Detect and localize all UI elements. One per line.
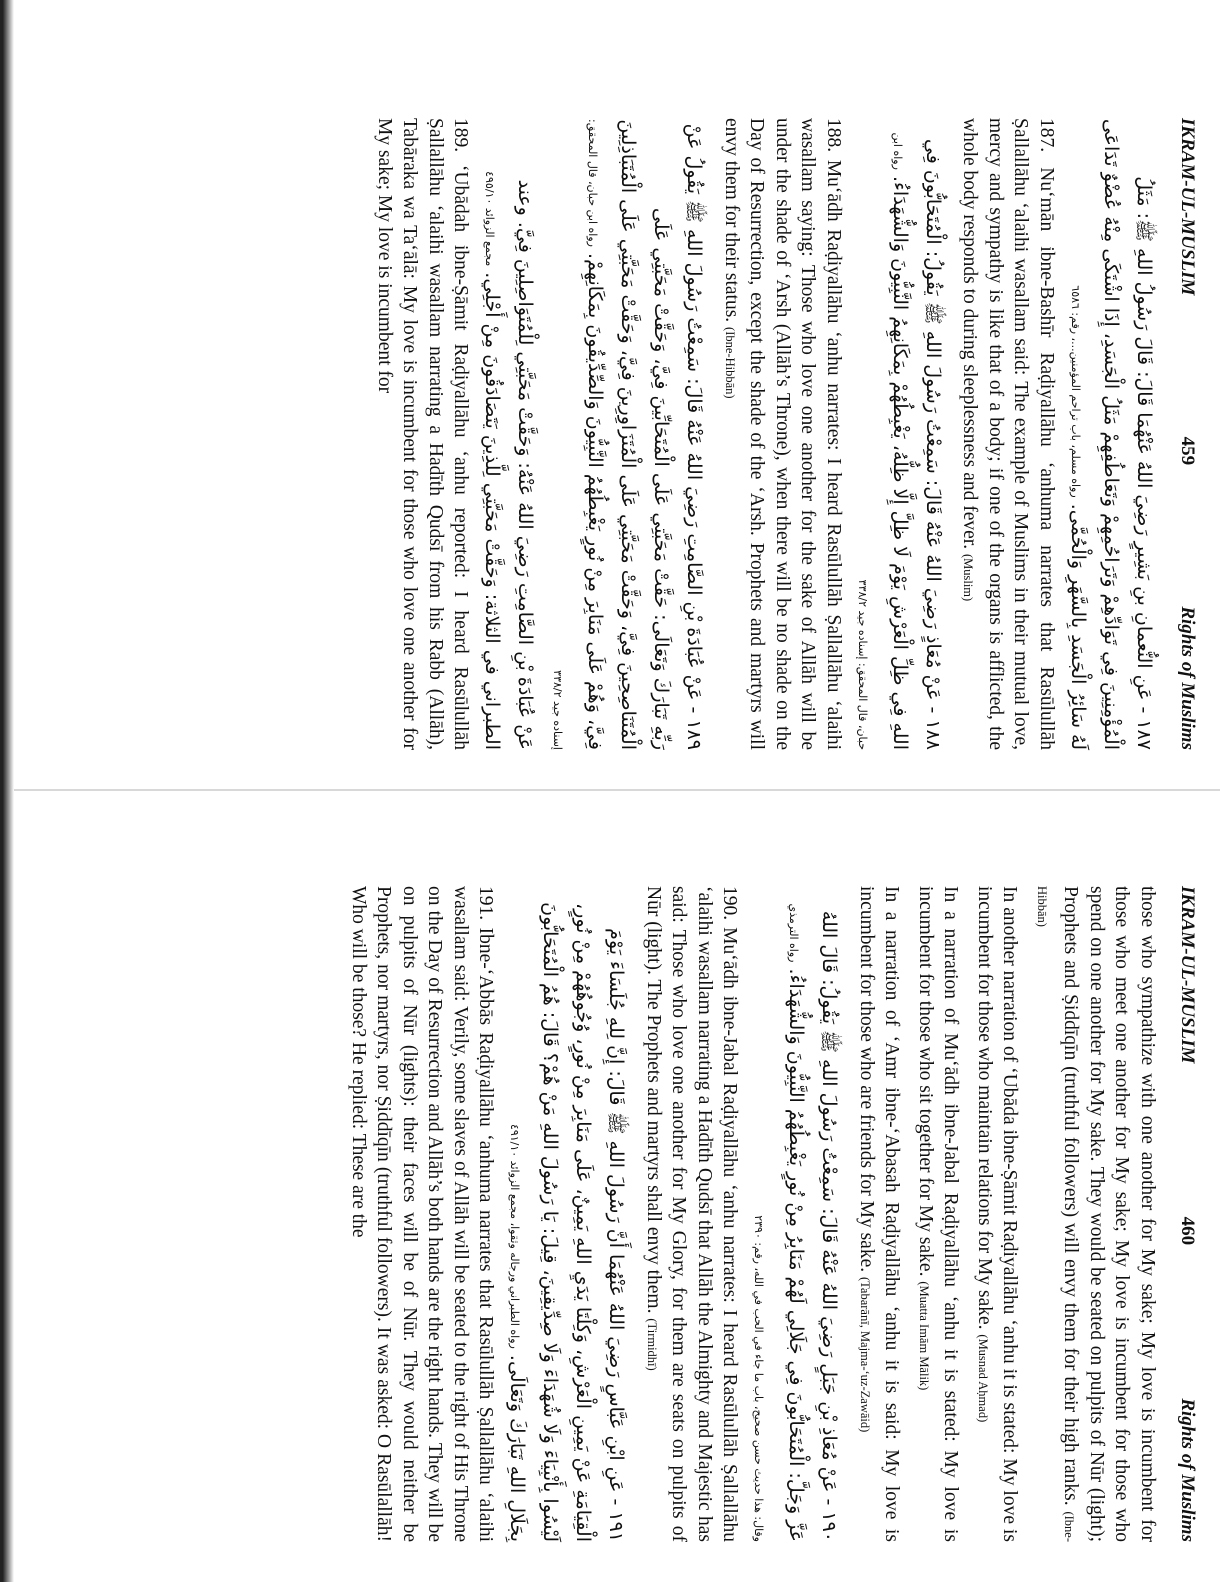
english-translation: 190. Mu‘ādh ibne-Jabal Raḍiyallāhu ‘anhu narrates: I heard Rasūlullāh Ṣallallāhu ‘alaihi wasallam narrating a Hadīth Qudsī that Allāh the Almighty and Majestic has said: Those who love one another for My Glory, for them are seats on pulpits of Nūr (light). The Prophets and martyrs shall envy them. (Tirmidhī)	[643, 886, 741, 1542]
arabic-text: ١٩١ - عَنِ ابْنِ عَبَّاسٍ رَضِيَ اللهُ عَنْهُمَا أَنَّ رَسُولَ اللهِ ﷺ قَالَ: إِنَّ لِلهِ جُلَسَاءَ يَوْمَ الْقِيَامَةِ عَنْ يَمِينِ الْعَرْشِ، وَكِلْتَا يَدَيِ اللهِ يَمِينٌ، عَلَى مَنَابِرَ مِنْ نُورٍ، وُجُوهُهُمْ مِنْ نُورٍ، لَيْسُوا بِأَنْبِيَاءَ وَلَا شُهَدَاءَ وَلَا صِدِّيقِينَ، قِيلَ: يَا رَسُولَ اللهِ مَنْ هُمْ؟ قَالَ: هُمُ الْمُتَحَابُّونَ بِجَلَالِ اللهِ تَبَارَكَ وَتَعَالَى. رواه الطبراني ورجاله وثقوا، مجمع الزوائد ٤٩١/١٠	[506, 902, 628, 1542]
arabic-text: ١٨٩ - عَنْ عُبَادَةَ بْنِ الصَّامِتِ رَضِيَ اللهُ عَنْهُ قَالَ: سَمِعْتُ رَسُولَ اللهِ ﷺ يَقُولُ عَنْ رَبِّهِ تَبَارَكَ وَتَعَالَى: حَقَّتْ مَحَبَّتِي عَلَى الْمُتَحَابِّينَ فِيَّ، وَحَقَّتْ مَحَبَّتِي عَلَى الْمُتَنَاصِحِينَ فِيَّ، وَحَقَّتْ مَحَبَّتِي عَلَى الْمُتَزَاوِرِينَ فِيَّ، وَحَقَّتْ مَحَبَّتِي عَلَى الْمُتَبَاذِلِينَ فِيَّ، وَهُمْ عَلَى مَنَابِرَ مِنْ نُورٍ يَغْبِطُهُمُ النَّبِيُّونَ وَالصِّدِّيقُونَ بِمَكَانِهِمْ. رواه ابن حبان، قال المحقق: إسناده جيد ٣٣٨/٢	[551, 119, 706, 750]
arabic-reference: رواه ابن حبان، قال المحقق: إسناده جيد ٣٣٨/٢	[856, 132, 904, 750]
page-459	[0, 0, 1220, 790]
arabic-text: ١٨٨ - عَنْ مُعَاذٍ رَضِيَ اللهُ عَنْهُ قَالَ: سَمِعْتُ رَسُولَ اللهِ ﷺ يَقُولُ: الْمُتَحَابُّونَ فِي اللهِ فِي ظِلِّ الْعَرْشِ يَوْمَ لَا ظِلَّ إِلَّا ظِلُّهُ، يَغْبِطُهُمْ بِمَكَانِهِمُ النَّبِيُّونَ وَالشُّهَدَاءُ. رواه ابن حبان، قال المحقق: إسناده جيد ٣٣٨/٢	[856, 132, 944, 750]
english-translation: 188. Mu‘ādh Raḍiyallāhu ‘anhu narrates: I heard Rasūlullāh Ṣallallāhu ‘alaihi wasallam saying: Those who love one another for the sake of Allāh will be under the shade of ‘Arsh (Allāh’s Throne), when there will be no shade on the Day of Resurrection, except the shade of the ‘Arsh. Prophets and martyrs will envy them for their status. (Ibne-Hibbān)	[721, 118, 844, 750]
source-citation: (Ibne-Hibbān)	[723, 327, 737, 399]
source-citation: (Tabarānī, Majma-‘uz-Zawāid)	[858, 1276, 872, 1433]
book-title: IKRAM-UL-MUSLIM	[1177, 118, 1198, 296]
arabic-reference: رواه مسلم، باب تراحم المؤمنين...، رقم: ٦٥٨٦	[1069, 285, 1082, 498]
source-citation: (Ibne-Hibbān)	[1035, 886, 1077, 1543]
arabic-reference: رواه الترمذي وقال: هذا حديث حسن صحيح، باب ما جاء في الحب في الله، رقم: ٢٣٩٠	[752, 903, 801, 1542]
page-number: 460	[1177, 1216, 1198, 1246]
arabic-reference: رواه ابن حبان، قال المحقق: إسناده جيد ٣٣٨/٢	[551, 119, 600, 750]
scan-edge	[0, 0, 14, 1582]
hadith-190	[639, 886, 846, 1542]
source-citation: (Muslim)	[961, 553, 976, 602]
page-header	[1176, 118, 1198, 750]
narration-amr: In a narration of ‘Amr ibne-‘Abasah Raḍiyallāhu ‘anhu it is said: My love is incumbent for those who are friends for My sake. (Tabarānī, Majma-‘uz-Zawāid)	[856, 886, 903, 1542]
narration-muadh: In a narration of Mu‘ādh ibne-Jabal Raḍiyallāhu ‘anhu it is stated: My love is incumbent for those who sit together for My sake. (Muatta Imām Mālik)	[915, 886, 962, 1542]
english-translation: 191. Ibne-‘Abbās Raḍiyallāhu ‘anhuma narrates that Rasūlullāh Ṣallallāhu ‘alaihi wasallam said: Verily, some slaves of Allāh will be seated to the right of His Throne on the Day of Resurrection and Allāh’s both hands are the right hands. They will be on pulpits of Nūr (lights): their faces will be of Nūr. They would neither be Prophets, nor martyrs, nor Ṣiddīqīn (truthful followers). It was asked: O Rasūlallāh! Who will be those? He replied: These are the	[348, 886, 497, 1542]
english-translation: 189. ‘Ubādah ibne-Ṣāmit Raḍiyallāhu ‘anhu reported: I heard Rasūlullāh Ṣallallāhu ‘alaihi wasallam narrating a Hadīth Qudsī from his Rabb (Allāh), Tabāraka wa Ta‘ālā: My love is incumbent for those who love one another for My sake; My love is incumbent for	[374, 118, 472, 750]
arabic-text: ١٩٠ - عَنْ مُعَاذِ بْنِ جَبَلٍ رَضِيَ اللهُ عَنْهُ قَالَ: سَمِعْتُ رَسُولَ اللهِ ﷺ يَقُولُ: قَالَ اللهُ عَزَّ وَجَلَّ: الْمُتَحَابُّونَ فِي جَلَالِي لَهُمْ مَنَابِرُ مِنْ نُورٍ يَغْبِطُهُمُ النَّبِيُّونَ وَالشُّهَدَاءُ. رواه الترمذي وقال: هذا حديث حسن صحيح، باب ما جاء في الحب في الله، رقم: ٢٣٩٠	[752, 903, 841, 1542]
hadith-188	[717, 118, 950, 750]
english-translation: 187. Nu‘mān ibne-Bashīr Raḍiyallāhu ‘anhuma narrates that Rasūlullāh Ṣallallāhu ‘alaihi wasallam said: The example of Muslims in their mutual love, mercy and sympathy is like that of a body; if one of the organs is afflicted, the whole body responds to during sleeplessness and fever. (Muslim)	[959, 118, 1057, 750]
chapter-title: Rights of Muslims	[1177, 606, 1198, 750]
arabic-text-additional: عَنْ عُبَادَةَ بْنِ الصَّامِتِ رَضِيَ اللهُ عَنْهُ: وَحَقَّتْ مَحَبَّتِي لِلْمُتَوَاصِلِينَ فِيَّ. وعند الطبراني في الثلاثة: وَحَقَّتْ مَحَبَّتِي لِلَّذِينَ يَتَصَادَقُونَ مِنْ أَجْلِي. مجمع الزوائد ٤٩٥/١٠	[481, 171, 537, 750]
hadith-189	[372, 118, 711, 750]
chapter-title: Rights of Muslims	[1177, 1398, 1198, 1542]
page-number: 459	[1177, 436, 1198, 466]
arabic-text: ١٨٧ - عَنِ النُّعمانِ بنِ بَشِيرٍ رَضِيَ اللهُ عَنْهُمَا قَالَ: قَالَ رَسُولُ اللهِ ﷺ: مَثَلُ الْمُؤْمِنِينَ فِي تَوَادِّهِمْ وَتَرَاحُمِهِمْ وَتَعَاطُفِهِمْ مَثَلُ الْجَسَدِ، إِذَا اشْتَكَى مِنْهُ عُضْوٌ تَدَاعَى لَهُ سَائِرُ الْجَسَدِ بِالسَّهَرِ وَالْحُمَّى. رواه مسلم، باب تراحم المؤمنين...، رقم: ٦٥٨٦	[1067, 118, 1155, 750]
arabic-reference: مجمع الزوائد ٤٩٥/١٠	[483, 171, 497, 267]
page-header	[1176, 886, 1198, 1542]
book-title: IKRAM-UL-MUSLIM	[1177, 886, 1198, 1064]
source-citation: (Musnad Aḥmad)	[976, 1334, 990, 1423]
source-citation: (Tirmidhī)	[645, 1318, 659, 1371]
hadith-191	[346, 886, 633, 1542]
source-citation: (Muatta Imām Mālik)	[917, 1281, 931, 1391]
hadith-189-continuation: those who sympathize with one another for My sake; My love is incumbent for those who meet one another for My sake; My love is incumbent for those who spend on one another for My sake. They would be seated on pulpits of Nūr (light); Prophets and Ṣiddīqīn (truthful followers) will envy them for their high ranks. (Ibne-Hibbān)	[1035, 886, 1158, 1543]
narration-ubada: In another narration of ‘Ubāda ibne-Ṣāmit Raḍiyallāhu ‘anhu it is stated: My love is incumbent for those who maintain relations for My sake. (Musnad Aḥmad)	[974, 886, 1021, 1542]
arabic-reference: رواه الطبراني ورجاله وثقوا، مجمع الزوائد ٤٩١/١٠	[508, 1123, 522, 1349]
page-460	[0, 790, 1220, 1582]
hadith-187	[955, 118, 1160, 750]
